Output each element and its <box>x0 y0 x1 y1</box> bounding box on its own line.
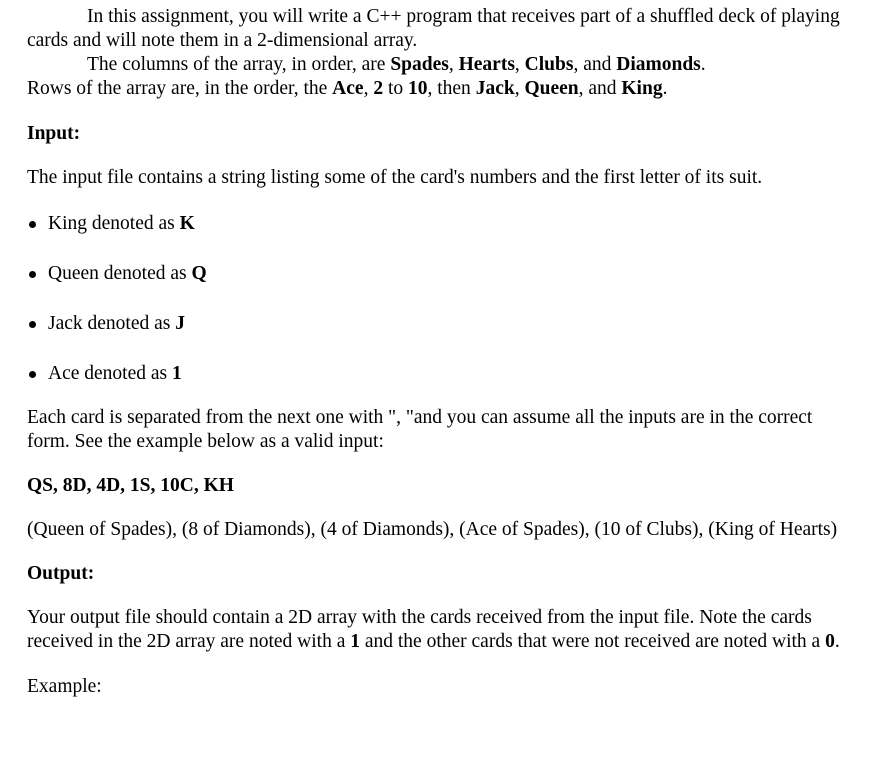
separator: . <box>700 54 706 75</box>
list-item <box>27 312 857 336</box>
notation-code: J <box>175 313 185 334</box>
separator: , <box>363 78 374 99</box>
separator: to <box>383 78 408 99</box>
separator: , and <box>578 78 622 99</box>
output-text: . <box>834 631 840 652</box>
output-text: and the other cards that were not received are noted with a <box>359 631 826 652</box>
bullet-icon <box>29 271 36 278</box>
list-item <box>27 362 857 386</box>
rank-queen: Queen <box>524 78 579 99</box>
suit-clubs: Clubs <box>524 54 574 75</box>
example-explanation: (Queen of Spades), (8 of Diamonds), (4 of Diamonds), (Ace of Spades), (10 of Clubs), (King of Hearts) <box>27 519 838 540</box>
bullet-icon <box>29 321 36 328</box>
list-item <box>27 262 857 286</box>
notation-list <box>27 212 857 386</box>
intro-text: In this assignment, you will write a C++ program that receives part of a shuffled deck of playing cards and will note them in a 2-dimensional array. <box>27 6 840 51</box>
notation-code: Q <box>191 263 207 284</box>
input-description: The input file contains a string listing some of the card's numbers and the first letter of its suit. <box>27 167 763 188</box>
columns-paragraph <box>27 53 857 77</box>
separator: . <box>662 78 668 99</box>
value-zero: 0 <box>825 631 835 652</box>
example-label: Example: <box>27 676 102 697</box>
rank-two: 2 <box>373 78 384 99</box>
output-description <box>27 606 857 654</box>
separator: , and <box>573 54 617 75</box>
separator: , <box>514 54 525 75</box>
separator: , then <box>427 78 476 99</box>
separator: , <box>514 78 525 99</box>
rank-jack: Jack <box>475 78 515 99</box>
rank-king: King <box>621 78 663 99</box>
separator: , <box>448 54 459 75</box>
rows-paragraph <box>27 77 857 101</box>
rank-ten: 10 <box>407 78 428 99</box>
bullet-icon <box>29 371 36 378</box>
notation-label: Ace denoted as <box>48 363 172 384</box>
value-one: 1 <box>350 631 360 652</box>
input-heading: Input: <box>27 123 81 144</box>
notation-label: Jack denoted as <box>48 313 176 334</box>
notation-label: Queen denoted as <box>48 263 192 284</box>
list-item <box>27 212 857 236</box>
columns-lead-text: The columns of the array, in order, are <box>87 54 391 75</box>
output-text: Your output file should contain a 2D array with the cards received from the input file. Note the cards received in the 2D array are noted with a <box>27 607 812 652</box>
notation-code: 1 <box>172 363 182 384</box>
suit-diamonds: Diamonds <box>616 54 701 75</box>
notation-code: K <box>179 213 195 234</box>
suit-spades: Spades <box>390 54 449 75</box>
rows-lead-text: Rows of the array are, in the order, the <box>27 78 333 99</box>
notation-label: King denoted as <box>48 213 180 234</box>
intro-paragraph <box>27 5 857 53</box>
example-input: QS, 8D, 4D, 1S, 10C, KH <box>27 475 234 496</box>
rank-ace: Ace <box>332 78 364 99</box>
output-heading: Output: <box>27 563 95 584</box>
bullet-icon <box>29 221 36 228</box>
separator-note: Each card is separated from the next one with ", "and you can assume all the inputs are in the correct form. See the example below as a valid input: <box>27 407 813 452</box>
document-body <box>27 5 857 699</box>
suit-hearts: Hearts <box>458 54 515 75</box>
